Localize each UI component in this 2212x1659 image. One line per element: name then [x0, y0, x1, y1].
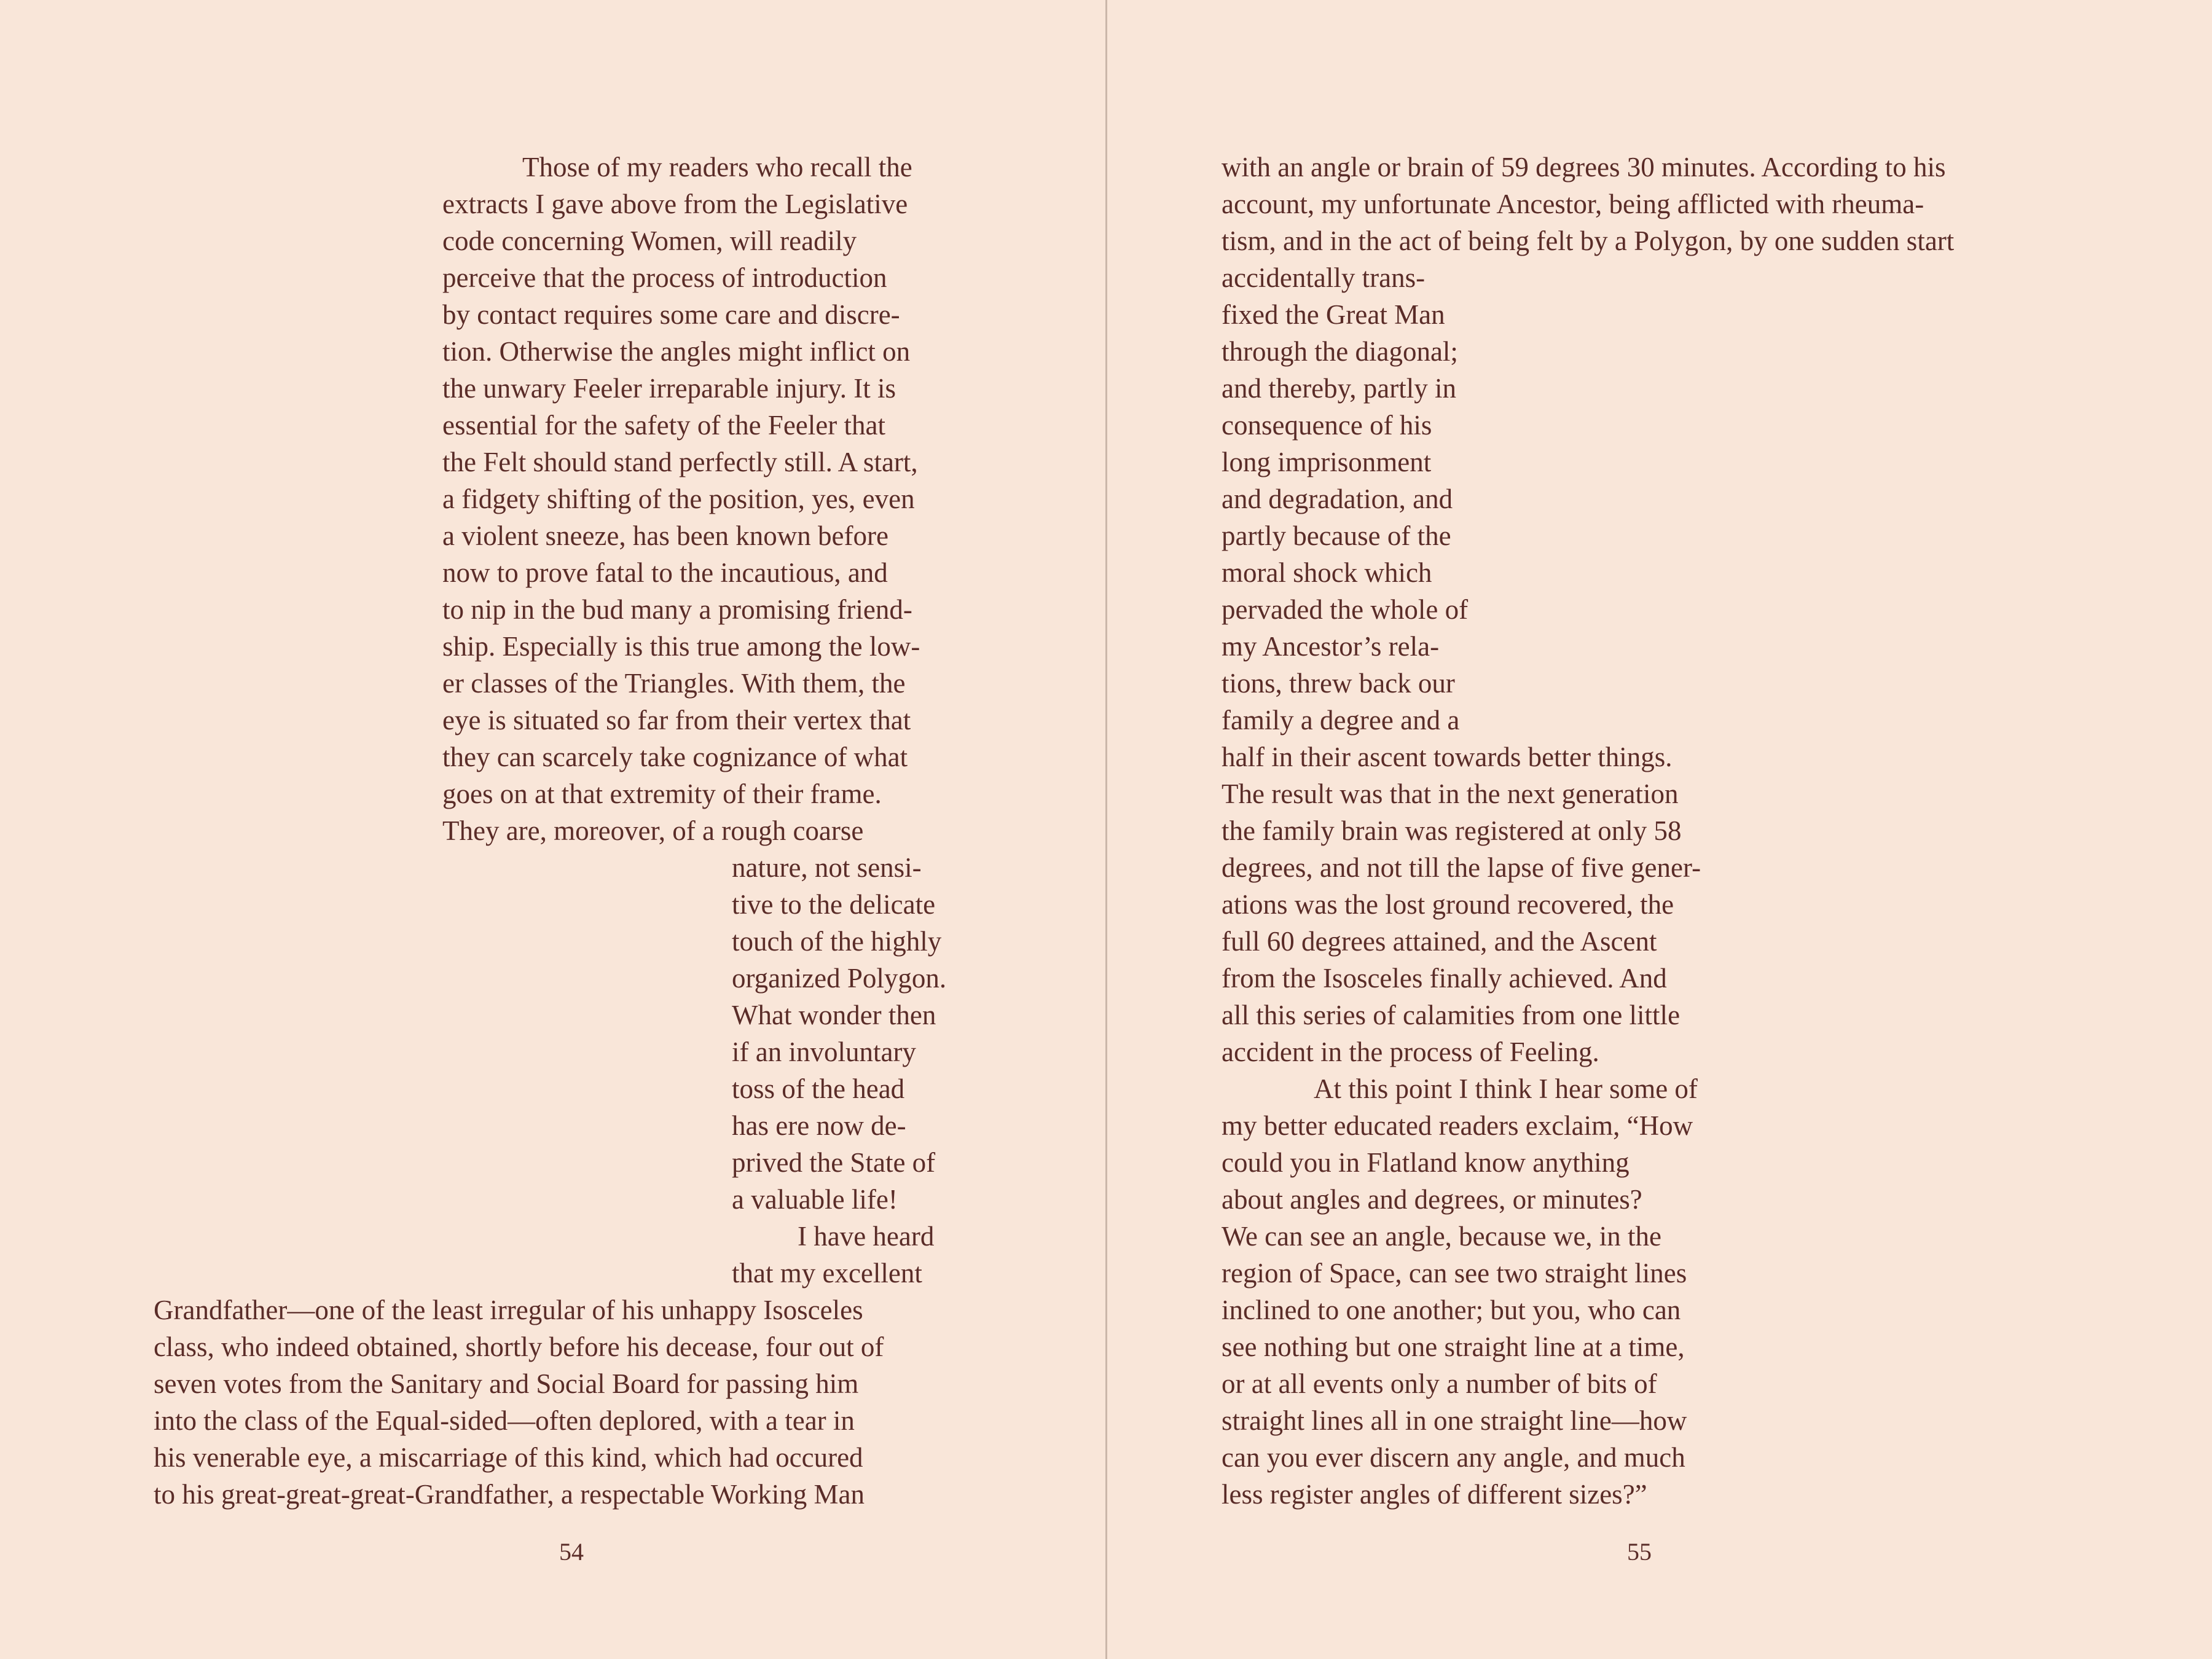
text-line: fixed the Great Man [1222, 299, 1445, 330]
text-line: a violent sneeze, has been known before [442, 520, 888, 551]
text-line: see nothing but one straight line at a time, [1222, 1332, 1685, 1362]
text-line: The result was that in the next generation [1222, 779, 1679, 809]
text-line: now to prove fatal to the incautious, and [442, 557, 888, 588]
text-line: class, who indeed obtained, shortly before his decease, four out of [154, 1332, 884, 1362]
page-number: 54 [559, 1538, 584, 1566]
text-line: region of Space, can see two straight lines [1222, 1258, 1687, 1288]
text-line: prived the State of [732, 1147, 936, 1178]
text-line: At this point I think I hear some of [1314, 1073, 1698, 1104]
text-line: moral shock which [1222, 557, 1432, 588]
text-line: toss of the head [732, 1073, 905, 1104]
text-line: pervaded the whole of [1222, 594, 1469, 625]
text-line: that my excellent [732, 1258, 922, 1288]
text-line: straight lines all in one straight line—how [1222, 1405, 1687, 1436]
text-line: essential for the safety of the Feeler that [442, 410, 885, 441]
text-line: eye is situated so far from their vertex that [442, 705, 911, 735]
text-line: account, my unfortunate Ancestor, being afflicted with rheuma- [1222, 189, 1924, 219]
text-line: can you ever discern any angle, and much [1222, 1442, 1685, 1473]
text-line: extracts I gave above from the Legislative [442, 189, 908, 219]
text-line: Those of my readers who recall the [522, 152, 912, 182]
text-line: has ere now de- [732, 1110, 906, 1141]
text-line: consequence of his [1222, 410, 1432, 441]
text-line: family a degree and a [1222, 705, 1460, 735]
text-line: code concerning Women, will readily [442, 226, 857, 256]
text-line: they can scarcely take cognizance of what [442, 742, 908, 772]
page-number: 55 [1627, 1538, 1652, 1566]
text-line: tions, threw back our [1222, 668, 1455, 699]
text-line: could you in Flatland know anything [1222, 1147, 1630, 1178]
text-line: a fidgety shifting of the position, yes, even [442, 484, 915, 514]
text-line: touch of the highly [732, 926, 942, 957]
text-line: long imprisonment [1222, 447, 1432, 477]
text-line: to nip in the bud many a promising friend- [442, 594, 912, 625]
text-line: accident in the process of Feeling. [1222, 1037, 1599, 1067]
text-line: organized Polygon. [732, 963, 947, 994]
text-line: partly because of the [1222, 520, 1451, 551]
text-line: ship. Especially is this true among the low- [442, 631, 920, 662]
text-line: the family brain was registered at only 58 [1222, 815, 1682, 846]
text-line: by contact requires some care and discre- [442, 299, 900, 330]
text-line: I have heard [798, 1221, 935, 1252]
text-line: seven votes from the Sanitary and Social Board for passing him [154, 1368, 859, 1399]
text-line: to his great-great-great-Grandfather, a respectable Working Man [154, 1479, 865, 1510]
text-line: his venerable eye, a miscarriage of this kind, which had occured [154, 1442, 863, 1473]
right-page [1107, 0, 2212, 1659]
text-line: my better educated readers exclaim, “How [1222, 1110, 1693, 1141]
text-line: all this series of calamities from one little [1222, 1000, 1681, 1030]
text-line: the Felt should stand perfectly still. A start, [442, 447, 918, 477]
text-line: through the diagonal; [1222, 336, 1458, 367]
text-line: degrees, and not till the lapse of five gener- [1222, 852, 1701, 883]
text-line: inclined to one another; but you, who can [1222, 1295, 1681, 1325]
text-line: ations was the lost ground recovered, the [1222, 889, 1674, 920]
text-line: tism, and in the act of being felt by a Polygon, by one sudden start [1222, 226, 1955, 256]
text-line: a valuable life! [732, 1184, 898, 1215]
text-line: full 60 degrees attained, and the Ascent [1222, 926, 1657, 957]
text-line: Grandfather—one of the least irregular of his unhappy Isosceles [154, 1295, 863, 1325]
text-line: er classes of the Triangles. With them, the [442, 668, 906, 699]
text-line: less register angles of different sizes?” [1222, 1479, 1647, 1510]
text-line: about angles and degrees, or minutes? [1222, 1184, 1642, 1215]
text-line: my Ancestor’s rela- [1222, 631, 1440, 662]
text-line: perceive that the process of introduction [442, 262, 887, 293]
text-line: into the class of the Equal-sided—often deplored, with a tear in [154, 1405, 855, 1436]
text-line: We can see an angle, because we, in the [1222, 1221, 1662, 1252]
text-line: nature, not sensi- [732, 852, 922, 883]
text-line: if an involuntary [732, 1037, 916, 1067]
text-line: or at all events only a number of bits of [1222, 1368, 1657, 1399]
text-line: accidentally trans- [1222, 262, 1426, 293]
text-line: tive to the delicate [732, 889, 936, 920]
text-line: half in their ascent towards better things. [1222, 742, 1673, 772]
text-line: from the Isosceles finally achieved. And [1222, 963, 1667, 994]
text-line: They are, moreover, of a rough coarse [442, 815, 864, 846]
text-line: What wonder then [732, 1000, 936, 1030]
text-line: with an angle or brain of 59 degrees 30 minutes. According to his [1222, 152, 1946, 182]
text-line: and degradation, and [1222, 484, 1453, 514]
text-line: goes on at that extremity of their frame. [442, 779, 882, 809]
text-line: the unwary Feeler irreparable injury. It is [442, 373, 896, 404]
text-line: tion. Otherwise the angles might inflict on [442, 336, 911, 367]
text-line: and thereby, partly in [1222, 373, 1456, 404]
